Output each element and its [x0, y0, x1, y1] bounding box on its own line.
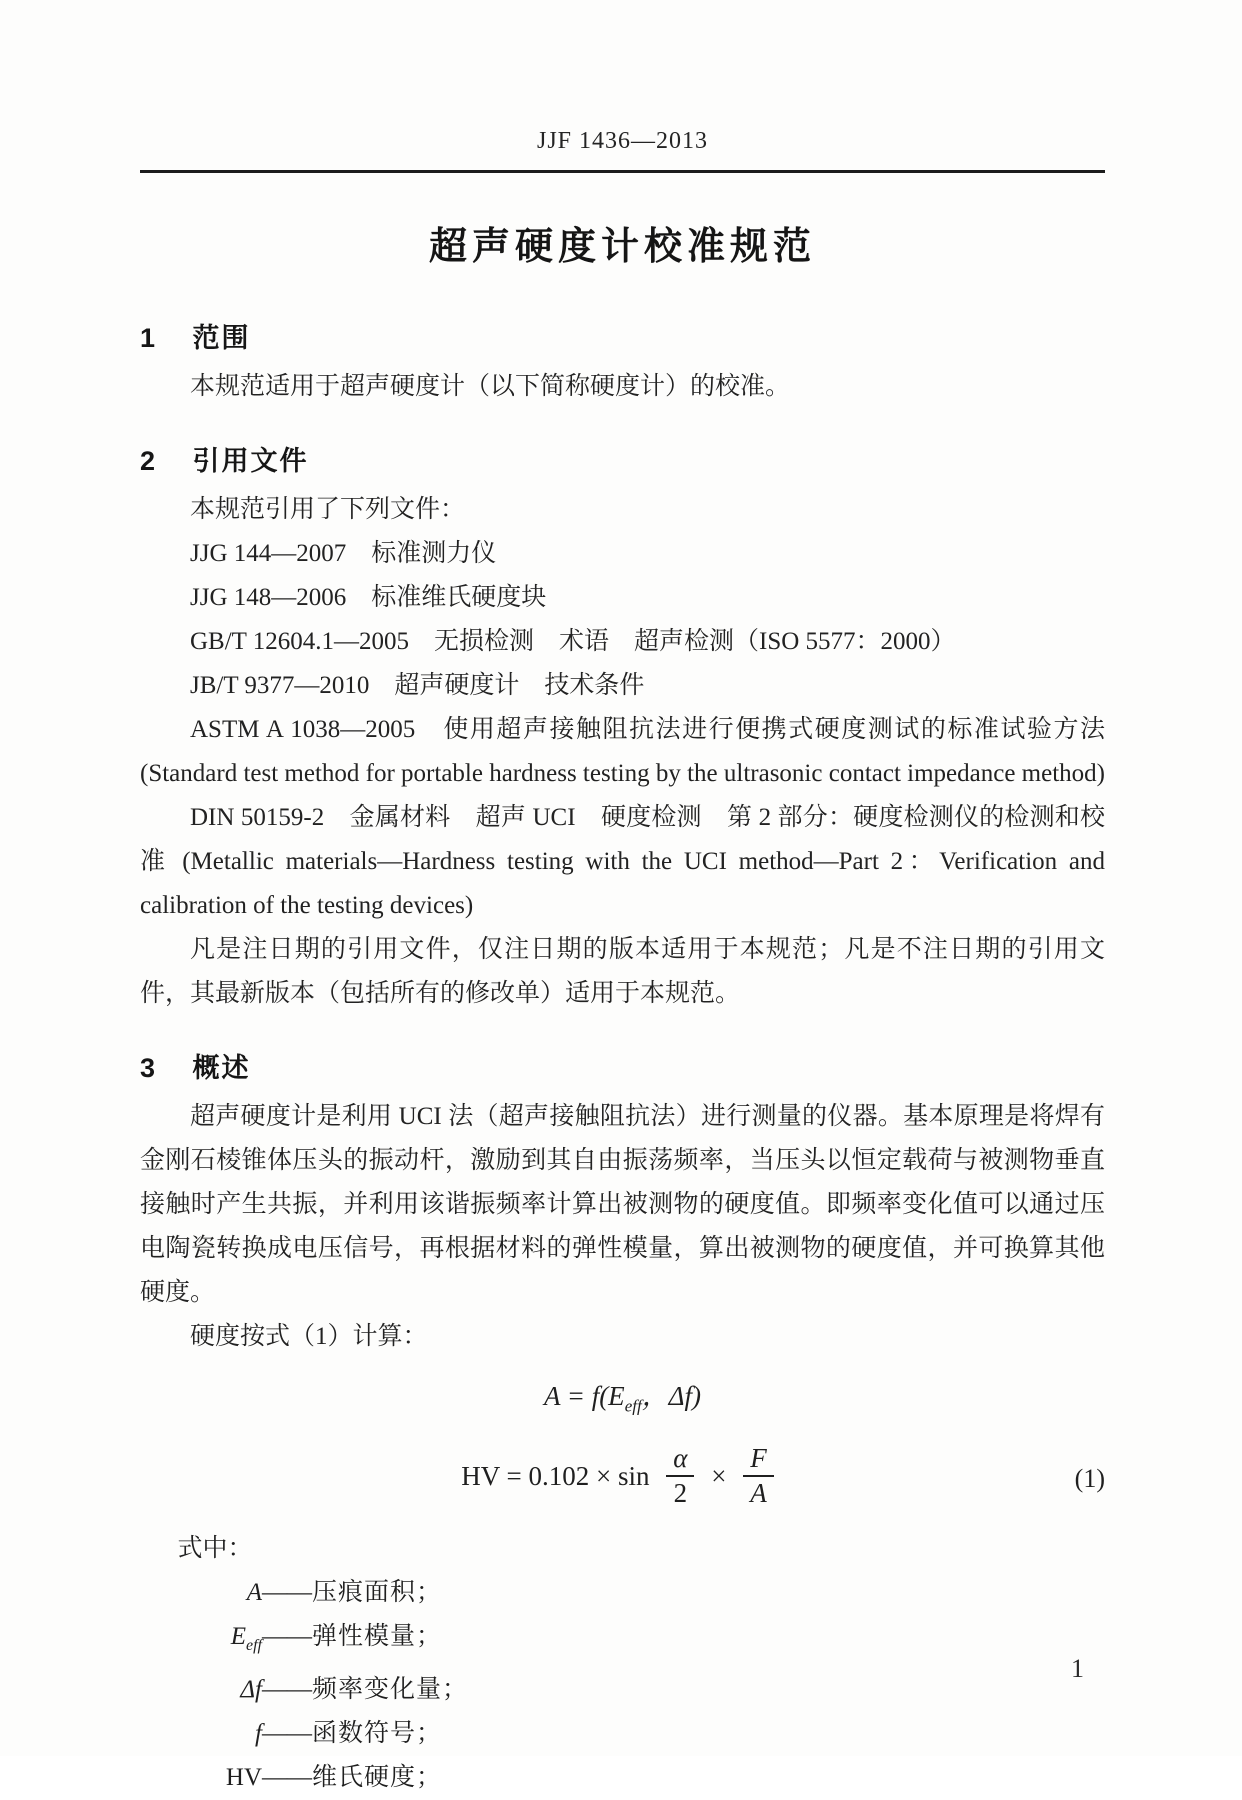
formula-eff-subscript: eff — [624, 1396, 642, 1416]
reference-item-jjg144: JJG 144—2007 标准测力仪 — [190, 540, 497, 567]
section-3-heading — [140, 1046, 1105, 1085]
formula-block — [140, 1373, 1105, 1519]
reference-item-astm1038: ASTM A 1038—2005 使用超声接触阻抗法进行便携式硬度测试的标准试验方法 (Standard test method for portable hardness testing by the ultrasonic contact impedance method) — [140, 716, 1105, 787]
formula-a-post: ，Δf) — [641, 1381, 702, 1411]
formula-a-equals — [140, 1373, 1105, 1429]
reference-item-din50159: DIN 50159-2 金属材料 超声 UCI 硬度检测 第 2 部分：硬度检测仪的检测和校准 (Metallic materials—Hardness testing with the UCI method—Part 2：Verification and calibration of the testing devices) — [140, 804, 1105, 919]
definition-row-f — [140, 1712, 1105, 1756]
definition-symbol-a: A — [246, 1579, 262, 1607]
definition-symbol-deltaf: Δf — [240, 1676, 262, 1704]
fraction-numerator-alpha: α — [666, 1443, 694, 1477]
reference-item-jbt9377: JB/T 9377—2010 超声硬度计 技术条件 — [190, 672, 645, 699]
doc-code-header: JJF 1436—2013 — [536, 128, 709, 154]
definition-dash: —— — [262, 1720, 312, 1748]
definition-symbol-eeff-sub: eff — [246, 1637, 262, 1655]
fraction-denominator-2: 2 — [673, 1478, 688, 1509]
reference-item-jjg148: JJG 148—2006 标准维氏硬度块 — [190, 584, 547, 611]
page-number: 1 — [1071, 1654, 1084, 1683]
definition-symbol-eeff — [140, 1615, 262, 1668]
definition-meaning-eeff: 弹性模量； — [312, 1623, 443, 1651]
section-3-number: 3 — [140, 1053, 156, 1083]
section-1-body: 本规范适用于超声硬度计（以下简称硬度计）的校准。 — [190, 373, 791, 400]
header-rule — [140, 170, 1105, 173]
definition-meaning-hv: 维氏硬度； — [312, 1764, 443, 1792]
symbol-definitions — [140, 1527, 1105, 1800]
reference-item-gbt12604: GB/T 12604.1—2005 无损检测 术语 超声检测（ISO 5577：2000） — [190, 628, 956, 655]
formula-intro: 硬度按式（1）计算： — [190, 1323, 428, 1350]
section-1-label: 范围 — [192, 323, 251, 353]
definition-row-hv — [140, 1756, 1105, 1800]
multiply-sign: × — [711, 1461, 727, 1492]
equation-number: (1) — [1074, 1464, 1105, 1494]
definition-dash: —— — [262, 1676, 312, 1704]
formula-hv — [140, 1439, 1105, 1519]
definition-dash: —— — [262, 1579, 312, 1607]
fraction-alpha-over-2 — [666, 1443, 694, 1509]
section-2-number: 2 — [140, 446, 156, 476]
dated-reference-note: 凡是注日期的引用文件，仅注日期的版本适用于本规范；凡是不注日期的引用文件，其最新版本（包括所有的修改单）适用于本规范。 — [140, 936, 1105, 1007]
definition-row-eeff — [140, 1615, 1105, 1668]
fraction-denominator-a: A — [750, 1478, 767, 1509]
definition-meaning-a: 压痕面积； — [312, 1579, 443, 1607]
definition-row-deltaf — [140, 1668, 1105, 1712]
section-1-heading — [140, 316, 1105, 355]
definition-dash: —— — [262, 1764, 312, 1792]
formula-a-pre: A = f(E — [543, 1381, 625, 1411]
fraction-numerator-f: F — [743, 1443, 774, 1477]
section-2-heading — [140, 439, 1105, 478]
definition-symbol-f: f — [255, 1720, 262, 1748]
definition-symbol-eeff-base: E — [230, 1623, 246, 1651]
document-title: 超声硬度计校准规范 — [428, 226, 816, 268]
definition-row-a — [140, 1571, 1105, 1615]
definition-dash: —— — [262, 1623, 312, 1651]
formula-hv-lhs: HV = 0.102 × sin — [461, 1461, 650, 1492]
section-3-body: 超声硬度计是利用 UCI 法（超声接触阻抗法）进行测量的仪器。基本原理是将焊有金刚石棱锥体压头的振动杆，激励到其自由振荡频率，当压头以恒定载荷与被测物垂直接触时产生共振，并利用该谐振频率计算出被测物的硬度值。即频率变化值可以通过压电陶瓷转换成电压信号，再根据材料的弹性模量，算出被测物的硬度值，并可换算其他硬度。 — [140, 1103, 1105, 1306]
references-intro: 本规范引用了下列文件： — [190, 496, 466, 523]
definition-symbol-hv: HV — [225, 1764, 262, 1792]
section-2-label: 引用文件 — [192, 446, 309, 476]
section-3-label: 概述 — [192, 1053, 251, 1083]
definitions-intro: 式中： — [177, 1535, 253, 1563]
definition-meaning-deltaf: 频率变化量； — [312, 1676, 469, 1704]
definition-meaning-f: 函数符号； — [312, 1720, 443, 1748]
section-1-number: 1 — [140, 323, 156, 353]
fraction-f-over-a — [743, 1443, 774, 1509]
